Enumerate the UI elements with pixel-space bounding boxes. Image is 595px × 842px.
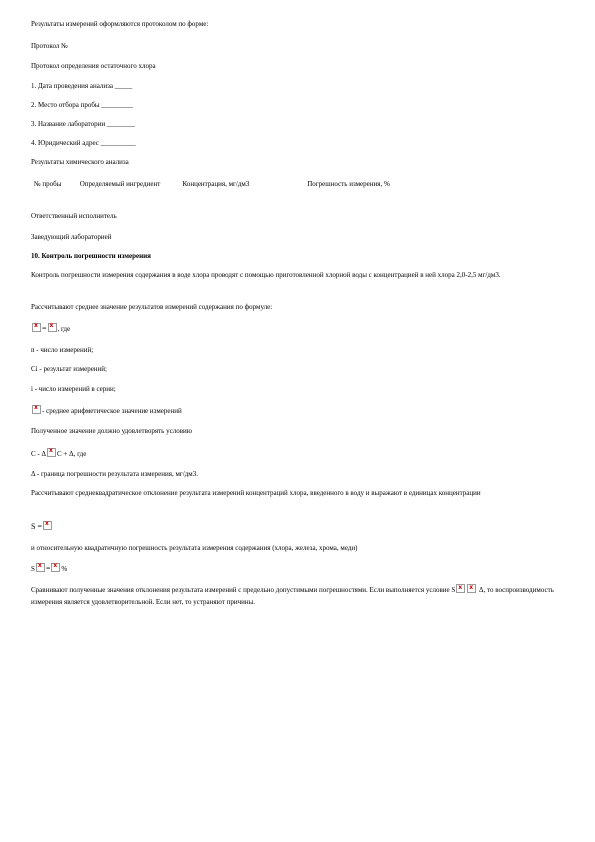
formula-image-icon [456, 584, 465, 593]
col-ingredient: Определяемый ингредиент [79, 180, 161, 188]
condition-formula [31, 448, 86, 459]
comparison-paragraph [31, 584, 556, 608]
s-label: S [31, 565, 35, 573]
formula-image-icon [43, 521, 52, 530]
equals-sign: = [45, 564, 51, 573]
list-item-address: 4. Юридический адрес __________ [31, 139, 136, 147]
definition-ci: Ci - результат измерений; [31, 365, 107, 373]
formula-suffix: , где [57, 325, 71, 333]
section-title: 10. Контроль погрешности измерения [31, 252, 151, 260]
percent-sign: % [61, 565, 68, 573]
condition-paragraph: Полученное значение должно удовлетворять условию [31, 427, 192, 435]
col-concentration: Концентрация, мг/дм3 [182, 180, 250, 188]
protocol-title: Протокол определения остаточного хлора [31, 62, 156, 70]
responsible-executor: Ответственный исполнитель [31, 212, 117, 220]
formula-image-icon [51, 563, 60, 572]
comparison-text-end: Δ, то воспроизводимость измерения является удовлетворительной. Если нет, то устраняют причины. [31, 586, 554, 606]
relative-error-paragraph: и относительную квадратичную погрешность результата измерения содержания (хлора, железа, хрома, меди) [31, 544, 358, 552]
definition-mean [31, 405, 182, 416]
formula-image-icon [36, 563, 45, 572]
condition-left: C - Δ [31, 450, 47, 458]
definition-n: n - число измерений; [31, 346, 94, 354]
formula-image-icon [32, 323, 41, 332]
lab-head: Заведующий лабораторией [31, 233, 112, 241]
results-heading: Результаты химического анализа [31, 158, 129, 166]
results-table-header [34, 180, 390, 189]
col-sample-number: № пробы [34, 180, 62, 188]
mean-paragraph: Рассчитывают среднее значение результатов измерений содержания по формуле: [31, 303, 273, 311]
relative-error-formula [31, 563, 67, 574]
list-item-place: 2. Место отбора пробы _________ [31, 101, 133, 109]
equals-sign: = [42, 324, 47, 333]
s-equals: S = [31, 522, 42, 531]
definition-i: i - число измерений в серии; [31, 385, 116, 393]
condition-right: C + Δ, где [57, 450, 87, 458]
protocol-number: Протокол № [31, 42, 68, 50]
formula-image-icon [32, 405, 41, 414]
list-item-date: 1. Дата проведения анализа _____ [31, 82, 133, 90]
delta-definition: Δ - граница погрешности результата измерения, мг/дм3. [31, 470, 198, 478]
formula-image-icon [467, 584, 476, 593]
list-item-lab: 3. Название лаборатории ________ [31, 120, 135, 128]
formula-image-icon [48, 323, 57, 332]
intro-paragraph: Результаты измерений оформляются протоколом по форме: [31, 20, 209, 28]
col-error: Погрешность измерения, % [307, 180, 390, 188]
formula-image-icon [47, 448, 56, 457]
comparison-text-start: Сравнивают полученные значения отклонения результата измерений с предельно допустимыми погрешностями. Если выполняется условие S [31, 586, 456, 594]
control-paragraph: Контроль погрешности измерения содержания в воде хлора проводят с помощью приготовленной хлорной воды с концентрацией в ней хлора 2,0-2,5 мг/дм3. [31, 271, 501, 279]
formula-mean [31, 323, 70, 334]
rms-paragraph: Рассчитывают среднеквадратическое отклонение результата измерений концентраций хлора, введенного в воду и выражают в единицах концентрации [31, 489, 481, 497]
rms-formula [31, 521, 53, 532]
definition-mean-text: - среднее арифметическое значение измерений [42, 407, 182, 415]
